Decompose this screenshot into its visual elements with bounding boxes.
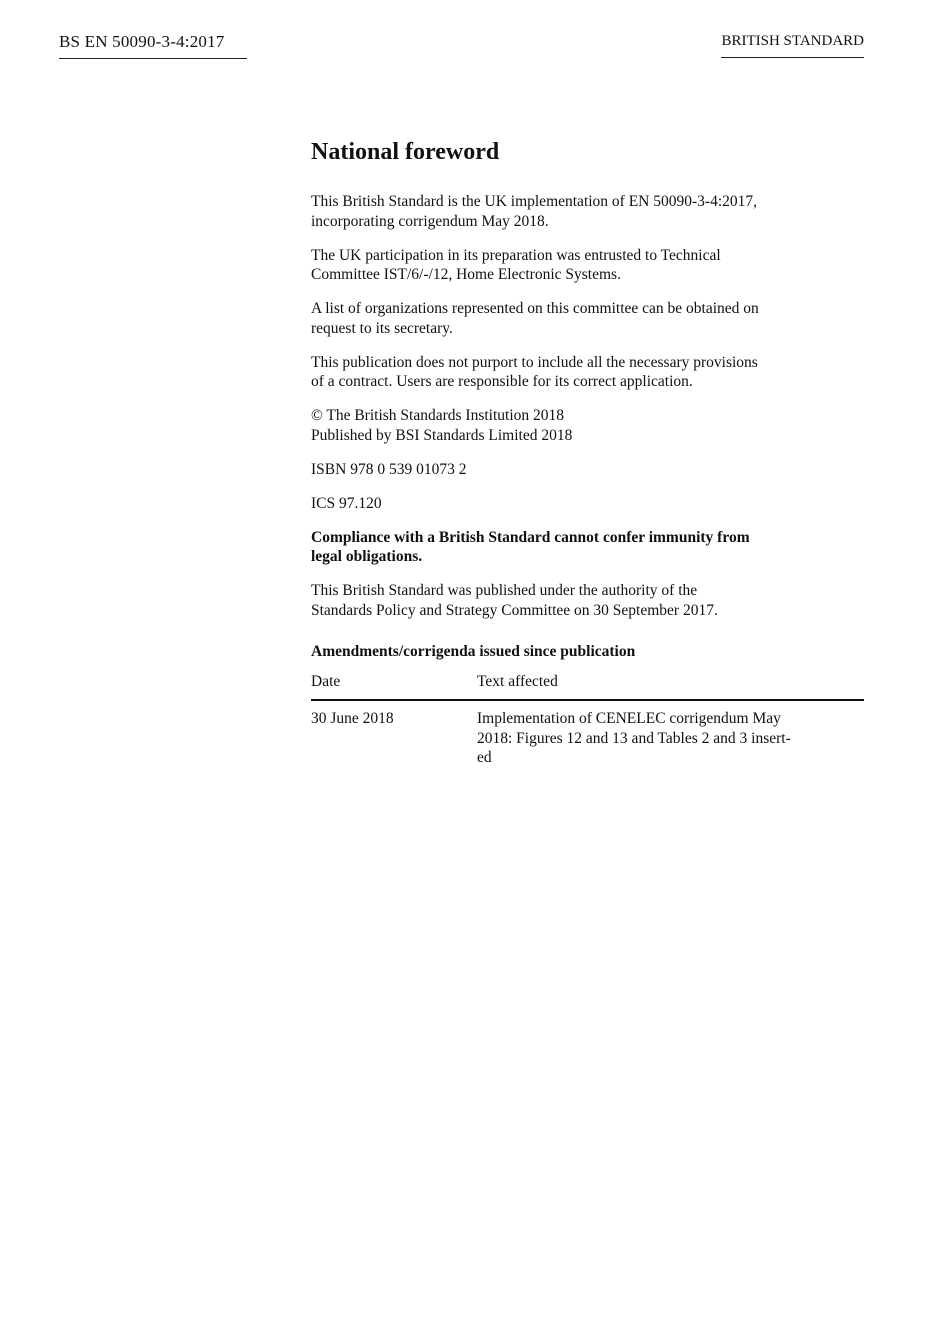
text-line: Implementation of CENELEC corrigendum May: [477, 710, 781, 727]
text-line: legal obligations.: [311, 548, 423, 565]
text-line: ICS 97.120: [311, 494, 382, 512]
table-header-row: [311, 672, 864, 701]
paragraph-ics: [311, 494, 864, 514]
page-title: National foreword: [311, 139, 500, 165]
amendment-date: 30 June 2018: [311, 710, 394, 727]
table-row: [311, 700, 864, 768]
text-line: The UK participation in its preparation was entrusted to Technical: [311, 246, 721, 264]
column-header-date: Date: [311, 672, 477, 701]
amendments-heading: Amendments/corrigenda issued since publication: [311, 643, 636, 660]
paragraph-participation: [311, 246, 864, 285]
paragraph-committee-list: [311, 299, 864, 338]
text-line: incorporating corrigendum May 2018.: [311, 212, 549, 230]
text-line: A list of organizations represented on this committee can be obtained on: [311, 300, 759, 317]
amendment-text: [477, 700, 864, 768]
text-line: Committee IST/6/-/12, Home Electronic Systems.: [311, 266, 621, 283]
paragraph-isbn: [311, 460, 864, 480]
compliance-notice: [311, 528, 864, 567]
paragraph-implementation: [311, 192, 864, 231]
national-foreword-section: [311, 136, 864, 768]
text-line: This British Standard was published under the authority of the: [311, 582, 698, 599]
amendments-table: [311, 672, 864, 768]
text-line: ISBN 978 0 539 01073 2: [311, 460, 467, 478]
paragraph-provisions: [311, 353, 864, 392]
document-id: BS EN 50090-3-4:2017: [59, 30, 247, 59]
text-line: request to its secretary.: [311, 319, 453, 337]
text-line: Standards Policy and Strategy Committee on 30 September 2017.: [311, 601, 718, 619]
text-line: This British Standard is the UK implementation of EN 50090-3-4:2017,: [311, 193, 758, 210]
column-header-text-affected: Text affected: [477, 672, 864, 701]
paragraph-authority: [311, 581, 864, 620]
text-line: ed: [477, 749, 492, 766]
standard-label: BRITISH STANDARD: [721, 30, 864, 58]
text-line: 2018: Figures 12 and 13 and Tables 2 and 3 insert-: [477, 729, 791, 747]
text-line: Compliance with a British Standard cannot confer immunity from: [311, 528, 750, 546]
text-line: Published by BSI Standards Limited 2018: [311, 426, 573, 444]
text-line: of a contract. Users are responsible for its correct application.: [311, 373, 693, 390]
text-line: © The British Standards Institution 2018: [311, 407, 565, 424]
paragraph-copyright: [311, 406, 864, 445]
text-line: This publication does not purport to include all the necessary provisions: [311, 353, 758, 371]
